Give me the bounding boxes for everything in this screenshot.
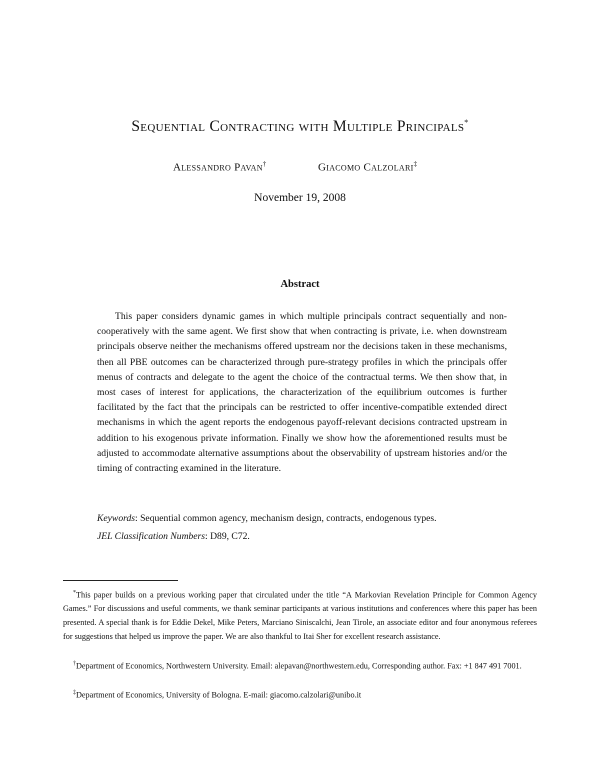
jel-line: [97, 531, 250, 542]
footnote-mark: *: [73, 590, 76, 596]
paper-title-text: Sequential Contracting with Multiple Principals: [131, 118, 465, 136]
footnote-calzolari-affiliation: [63, 687, 537, 702]
jel-text: : D89, C72.: [205, 531, 250, 542]
paper-date: November 19, 2008: [254, 192, 346, 204]
footnote-mark: †: [73, 661, 76, 667]
footnote-acknowledgements: [63, 587, 537, 644]
author-calzolari: [318, 160, 417, 174]
abstract-body: This paper considers dynamic games in which multiple principals contract sequentially and non-cooperatively with the same agent. We first show that when contracting is private, i.e. when downstream principals observe neither the mechanisms offered upstream nor the decisions taken in these mechanisms, then all PBE outcomes can be characterized through pure-strategy profiles in which the principals offer menus of contracts and delegate to the agent the choice of the contractual terms. We then show that, in most cases of interest for applications, the characterization of the equilibrium outcomes is further facilitated by the fact that the principals can be restricted to offer incentive-compatible extended direct mechanisms in which the agent reports the endogenous payoff-relevant decisions contracted upstream in addition to his exogenous private information. Finally we show how the aforementioned results must be adjusted to accommodate alternative assumptions about the observability of upstream histories and/or the timing of contracting examined in the literature.: [97, 311, 507, 475]
footnote-text: Department of Economics, University of Bologna. E-mail: giacomo.calzolari@unibo.it: [76, 690, 362, 700]
title-footnote-mark: *: [464, 118, 469, 127]
author-name: Giacomo Calzolari: [318, 161, 414, 174]
paper-title: [40, 118, 560, 136]
keywords-label: Keywords: [97, 513, 136, 524]
footnote-mark: ‡: [73, 690, 76, 696]
jel-label: JEL Classification Numbers: [97, 531, 206, 542]
abstract-heading: Abstract: [280, 279, 320, 290]
author-footnote-mark: †: [262, 160, 267, 168]
footnote-separator: [63, 580, 178, 581]
author-pavan: [173, 160, 267, 174]
author-footnote-mark: ‡: [413, 160, 418, 168]
keywords-line: [97, 513, 437, 524]
footnote-pavan-affiliation: [63, 658, 537, 673]
keywords-text: : Sequential common agency, mechanism design, contracts, endogenous types.: [135, 513, 437, 524]
footnote-text: Department of Economics, Northwestern University. Email: alepavan@northwestern.edu, Corresponding author. Fax: +1 847 491 7001.: [76, 661, 522, 671]
footnote-text: This paper builds on a previous working paper that circulated under the title “A Markovian Revelation Principle for Common Agency Games.” For discussions and useful comments, we thank seminar participants at various institutions and conferences where this paper has been presented. A special thank is for Eddie Dekel, Mike Peters, Marciano Siniscalchi, Jean Tirole, an associate editor and four anonymous referees for suggestions that helped us improve the paper. We are also thankful to Itai Sher for excellent research assistance.: [63, 590, 537, 641]
author-name: Alessandro Pavan: [173, 161, 263, 174]
